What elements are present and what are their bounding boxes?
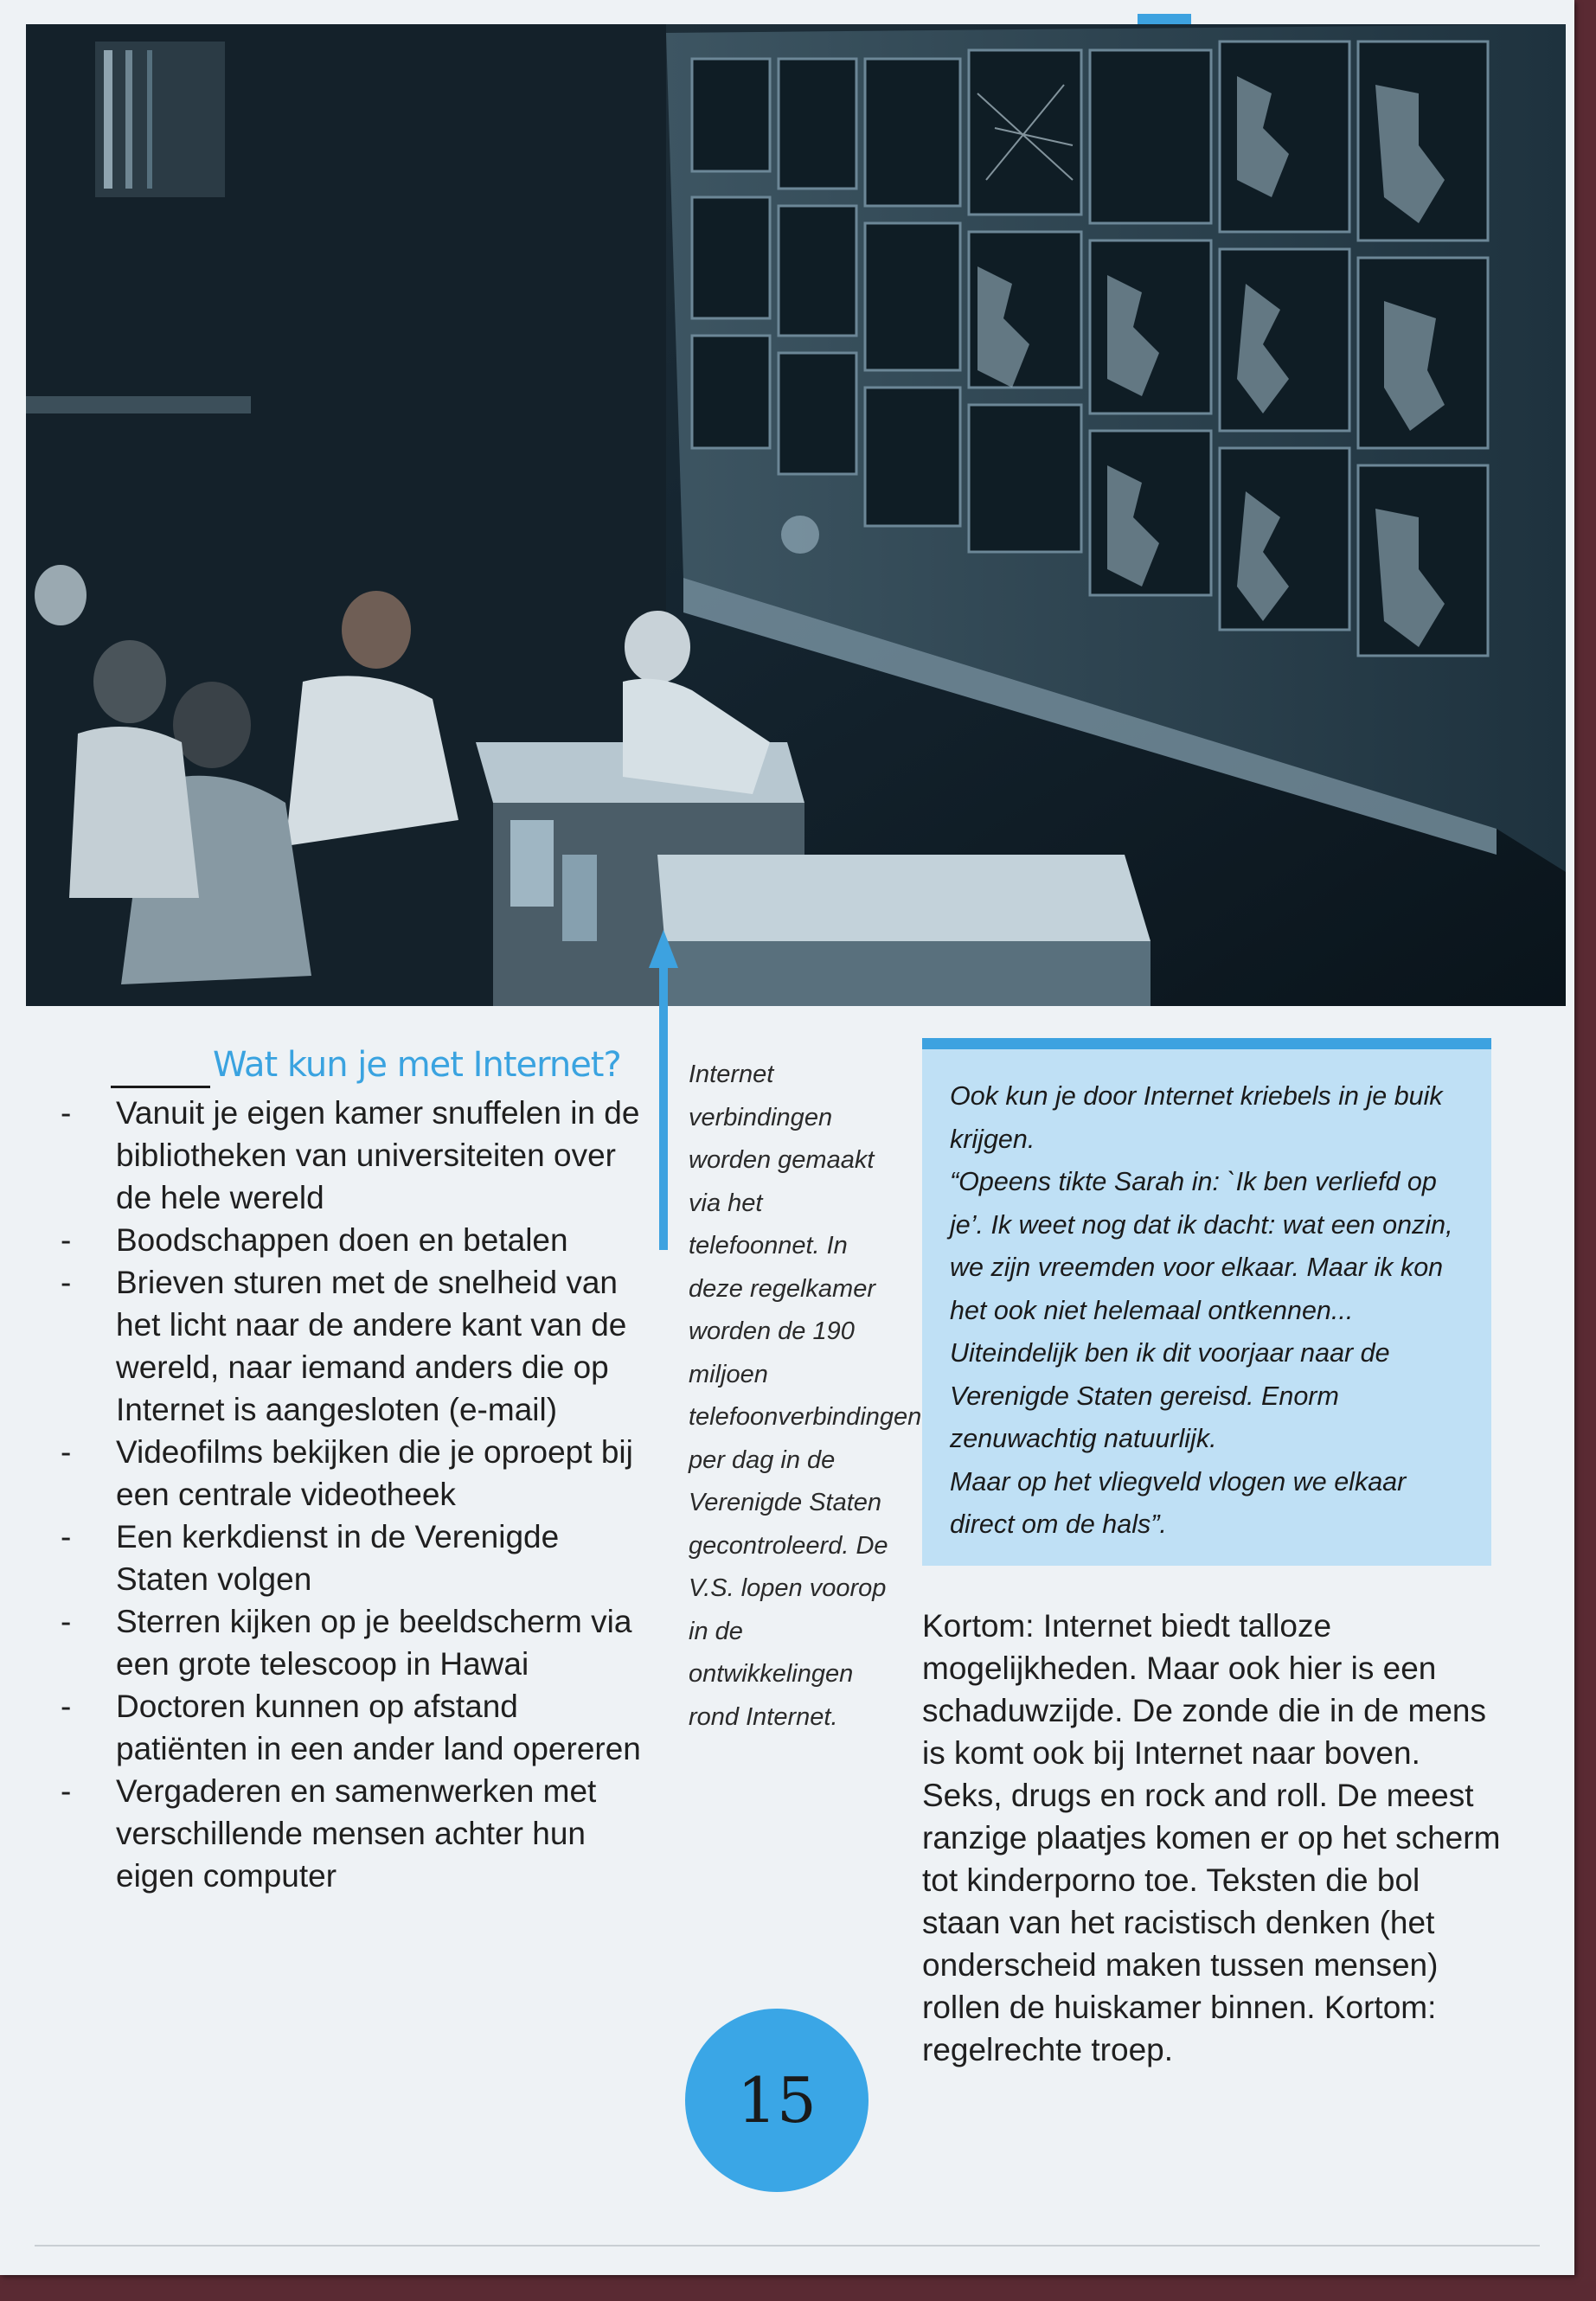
photo-caption: Internet verbindingen worden gemaakt via het telefoonnet. In deze regelkamer worden de 190 miljoen telefoonverbindingen per dag in de Verenigde Staten gecontroleerd. De V.S. lopen voorop in de ontwikkelingen rond Internet. xyxy=(689,1061,922,1731)
list-item: - Brieven sturen met de snelheid van het licht naar de andere kant van de wereld, naar iemand anders die op Internet is aangesloten (e-mail) xyxy=(61,1265,627,1427)
list-item: - Doctoren kunnen op afstand patiënten in een ander land opereren xyxy=(61,1689,641,1766)
bottom-rule xyxy=(35,2245,1540,2247)
arrow-up-icon xyxy=(649,930,678,1250)
quote-text xyxy=(950,1075,1469,1547)
quote-paragraph: Maar op het vliegveld vlogen we elkaar direct om de hals”. xyxy=(950,1466,1407,1539)
list-item: - Vanuit je eigen kamer snuffelen in de bibliotheken van universiteiten over de hele wereld xyxy=(61,1095,640,1215)
list-item: - Een kerkdienst in de Verenigde Staten volgen xyxy=(61,1519,560,1597)
heading-rule xyxy=(111,1086,210,1088)
list-item: - Sterren kijken op je beeldscherm via een grote telescoop in Hawai xyxy=(61,1604,632,1682)
kortom-paragraph: Kortom: Internet biedt talloze mogelijkheden. Maar ook hier is een schaduwzijde. De zonde die in de mens is komt ook bij Internet naar boven. Seks, drugs en rock and roll. De meest ranzige plaatjes komen er op het scherm tot kinderporno toe. Teksten die bol staan van het racistisch denken (het onderscheid maken tussen mensen) rollen de huiskamer binnen. Kortom: regelrechte troep. xyxy=(922,1608,1501,2067)
quote-paragraph: “Opeens tikte Sarah in: `Ik ben verliefd op je’. Ik weet nog dat ik dacht: wat een onzin, we zijn vreemden voor elkaar. Maar ik kon het ook niet helemaal ontkennen... Uiteindelijk ben ik dit voorjaar naar de Verenigde Staten gereisd. Enorm zenuwachtig natuurlijk. xyxy=(950,1167,1453,1453)
page-number-badge xyxy=(685,2009,869,2192)
page-number: 15 xyxy=(737,2064,817,2137)
control-room-photo xyxy=(26,24,1566,1006)
quote-paragraph: Ook kun je door Internet kriebels in je buik krijgen. xyxy=(950,1081,1443,1154)
feature-list xyxy=(61,1092,649,1897)
quote-box xyxy=(922,1038,1491,1566)
section-heading: Wat kun je met Internet? xyxy=(213,1045,621,1085)
list-item: - Vergaderen en samenwerken met verschillende mensen achter hun eigen computer xyxy=(61,1773,597,1894)
list-item: - Videofilms bekijken die je oproept bij een centrale videotheek xyxy=(61,1434,633,1512)
list-item: - Boodschappen doen en betalen xyxy=(61,1222,568,1258)
